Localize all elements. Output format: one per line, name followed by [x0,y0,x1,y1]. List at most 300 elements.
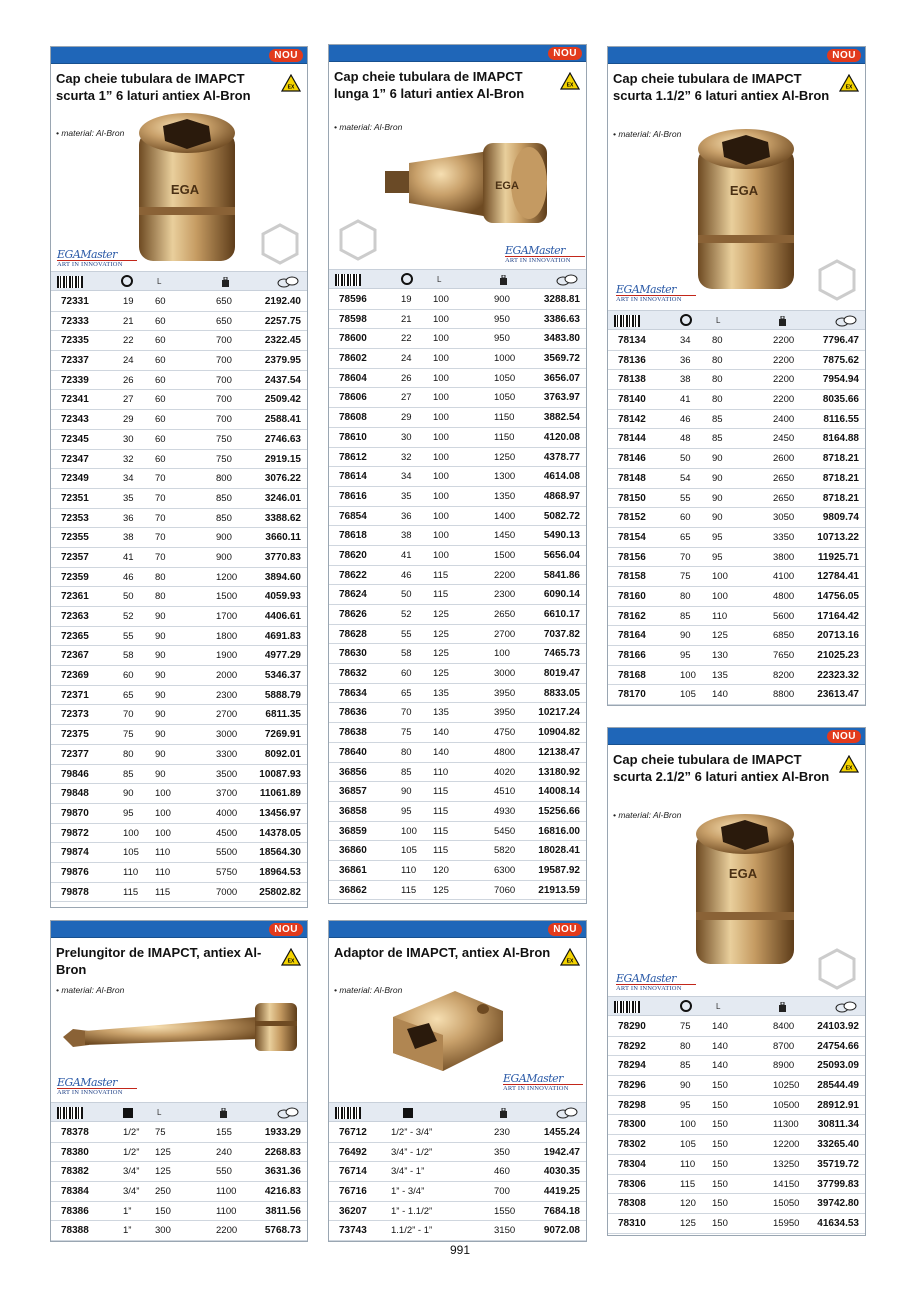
weight-icon [219,1108,228,1118]
page-number: 991 [449,1243,471,1257]
article-code-cell: 72345 [61,433,89,445]
length-cell: 60 [155,296,166,307]
table-row [329,1202,586,1222]
weight-cell: 1450 [494,530,516,542]
length-label: L [157,277,162,286]
table-row [329,487,586,507]
weight-cell: 1150 [494,412,515,424]
article-code-cell: 72373 [61,709,89,721]
table-header [51,1102,307,1122]
size-cell: 65 [401,687,412,699]
weight-cell: 1500 [216,591,238,603]
article-code-cell: 78306 [618,1178,646,1190]
article-code-cell: 78298 [618,1099,646,1111]
table-row [329,1162,586,1182]
egamaster-logo [616,282,696,302]
size-cell: 36 [680,354,691,366]
article-code-cell: 78142 [618,413,646,425]
length-cell: 90 [155,709,166,721]
size-cell: 54 [680,472,691,484]
price-cell: 3656.07 [543,372,580,384]
weight-cell: 1800 [216,630,238,642]
drive-size-cell: 3/4” - 1/2” [391,1146,433,1158]
size-cell: 80 [680,590,691,602]
article-code-cell: 72331 [61,296,89,307]
price-cell: 4614.08 [543,471,580,483]
table-row [51,666,307,686]
hexagon-profile-icon [816,948,858,990]
product-rows [608,331,865,705]
size-cell: 21 [401,313,412,325]
size-cell: 24 [123,355,134,367]
price-cell: 3631.36 [264,1166,301,1178]
new-badge: NOU [269,49,303,62]
article-code-cell: 36860 [339,845,367,857]
size-cell: 41 [680,394,691,406]
length-label: L [157,1108,162,1117]
weight-cell: 4000 [216,807,238,819]
table-row [608,685,865,705]
table-row [329,723,586,743]
length-cell: 125 [712,630,728,642]
table-row [51,1221,307,1241]
article-code-cell: 36861 [339,864,367,876]
article-code-cell: 78160 [618,590,646,602]
length-label: L [716,1002,721,1011]
table-row [608,1115,865,1135]
size-cell: 24 [401,353,412,365]
weight-cell: 4500 [216,827,238,839]
size-cell: 52 [401,609,412,620]
size-cell: 80 [123,748,134,760]
article-code-cell: 72365 [61,630,89,642]
table-row [329,448,586,468]
weight-cell: 2200 [773,354,795,366]
length-cell: 150 [712,1080,728,1092]
article-code-cell: 78608 [339,412,367,424]
size-cell: 58 [123,650,134,662]
size-cell: 19 [401,294,412,305]
size-cell: 30 [123,433,134,445]
size-cell: 48 [680,433,691,445]
article-code-cell: 78138 [618,374,646,386]
size-cell: 105 [123,847,139,859]
product-card-1 [50,46,308,908]
length-cell: 125 [155,1166,171,1178]
table-row [329,625,586,645]
barcode-icon [335,274,361,286]
length-cell: 150 [712,1178,728,1190]
weight-cell: 900 [216,532,232,544]
socket-size-icon [680,314,692,326]
article-code-cell: 79872 [61,827,89,839]
article-code-cell: 78290 [618,1021,646,1032]
size-cell: 35 [123,492,134,504]
size-cell: 70 [401,707,412,719]
logo-tagline: ART IN INNOVATION [616,295,696,303]
material-note: • material: Al-Bron [56,985,125,995]
size-cell: 46 [680,413,691,425]
weight-cell: 6850 [773,630,795,642]
length-cell: 150 [712,1217,728,1229]
length-cell: 60 [155,315,166,327]
weight-cell: 11300 [773,1119,799,1131]
article-code-cell: 78158 [618,571,646,583]
logo-brand: EGA [505,244,529,257]
length-cell: 85 [712,433,723,445]
article-code-cell: 78622 [339,569,367,581]
product-title: Cap cheie tubulara de IMAPCT scurta 1.1/2” 6 laturi antiex Al-Bron [613,71,830,103]
weight-cell: 3950 [494,707,516,719]
weight-cell: 800 [216,473,232,485]
price-cell: 1942.47 [543,1146,580,1158]
weight-cell: 4020 [494,766,516,778]
card-header-bar [329,45,586,62]
size-cell: 75 [680,1021,691,1032]
table-row [329,290,586,310]
weight-cell: 650 [216,315,232,327]
table-row [51,1202,307,1222]
weight-cell: 100 [494,648,510,660]
price-cell: 1455.24 [543,1127,580,1138]
length-cell: 100 [433,451,449,463]
weight-cell: 8800 [773,689,795,701]
table-row [329,703,586,723]
length-cell: 135 [712,669,728,681]
length-cell: 90 [155,729,166,741]
article-code-cell: 78308 [618,1198,646,1210]
article-code-cell: 76714 [339,1166,367,1178]
length-cell: 115 [155,886,171,898]
weight-cell: 3800 [773,551,795,563]
article-code-cell: 36858 [339,805,367,817]
weight-cell: 900 [216,551,232,563]
weight-cell: 4930 [494,805,516,817]
article-code-cell: 76712 [339,1127,367,1138]
product-title: Prelungitor de IMAPCT, antiex Al-Bron [56,945,262,977]
size-cell: 50 [401,589,412,601]
weight-cell: 1250 [494,451,516,463]
length-cell: 140 [712,1060,728,1072]
weight-cell: 2300 [494,589,516,601]
price-cell: 2919.15 [264,453,301,465]
size-cell: 70 [680,551,691,563]
size-cell: 35 [401,490,412,502]
article-code-cell: 72333 [61,315,89,327]
price-cell: 4120.08 [543,431,580,443]
article-code-cell: 72375 [61,729,89,741]
weight-cell: 1150 [494,431,515,443]
weight-cell: 12200 [773,1139,800,1151]
price-cell: 4691.83 [264,630,301,642]
table-row [51,1182,307,1202]
length-cell: 60 [155,394,166,406]
card-header-bar [608,728,865,745]
table-row [608,1017,865,1037]
table-row [51,1162,307,1182]
price-cell: 35719.72 [817,1158,859,1170]
table-row [51,331,307,351]
weight-cell: 2400 [773,413,795,425]
weight-cell: 2650 [773,492,795,504]
table-row [329,1182,586,1202]
price-cell: 2437.54 [264,374,301,386]
weight-cell: 1300 [494,471,516,483]
weight-cell: 2700 [494,628,516,640]
length-cell: 150 [712,1198,728,1210]
size-cell: 29 [401,412,412,424]
weight-cell: 2650 [773,472,795,484]
length-cell: 70 [155,492,166,504]
table-row [329,1143,586,1163]
weight-cell: 950 [494,333,510,345]
size-cell: 75 [123,729,134,741]
length-cell: 110 [712,610,728,622]
length-cell: 100 [433,510,449,522]
length-cell: 115 [433,825,449,837]
table-row [51,725,307,745]
length-cell: 300 [155,1225,171,1237]
table-row [51,410,307,430]
table-header [51,271,307,291]
price-cell: 2322.45 [264,335,301,347]
table-row [51,509,307,529]
size-cell: 36 [123,512,134,524]
weight-cell: 3150 [494,1225,516,1237]
logo-brand: EGA [57,248,81,261]
ex-warning-icon [839,74,859,92]
length-cell: 100 [433,471,449,483]
price-cell: 4406.61 [264,611,301,622]
product-card-2 [328,44,587,904]
weight-cell: 5500 [216,847,238,859]
size-cell: 65 [123,689,134,701]
price-cell: 8019.47 [543,668,580,680]
article-code-cell: 72357 [61,551,89,563]
price-cell: 8116.55 [823,413,859,425]
price-cell: 2509.42 [264,394,301,406]
table-row [51,745,307,765]
weight-cell: 4800 [773,590,795,602]
hexagon-profile-icon [816,259,858,301]
article-code-cell: 78384 [61,1186,89,1198]
price-cell: 15256.66 [538,805,580,817]
size-cell: 100 [680,1119,696,1131]
svg-text:EGA: EGA [170,182,200,197]
article-code-cell: 78380 [61,1146,89,1158]
size-cell: 19 [123,296,134,307]
weight-cell: 5600 [773,610,795,622]
article-code-cell: 72351 [61,492,89,504]
price-cell: 2268.83 [264,1146,301,1158]
weight-cell: 10250 [773,1080,800,1092]
article-code-cell: 78304 [618,1158,646,1170]
weight-cell: 750 [216,453,232,465]
size-cell: 70 [123,709,134,721]
socket-size-icon [121,275,133,287]
egamaster-logo [57,1075,137,1095]
table-row [608,469,865,489]
price-cell: 28544.49 [817,1080,859,1092]
length-cell: 140 [712,689,728,701]
weight-cell: 7650 [773,650,795,661]
logo-script: Master [639,283,676,296]
price-coins-icon [835,315,857,327]
table-row [51,1123,307,1143]
length-cell: 80 [155,571,166,583]
table-row [329,881,586,901]
length-cell: 125 [433,884,449,896]
article-code-cell: 78388 [61,1225,89,1237]
table-row [51,587,307,607]
size-cell: 115 [401,884,417,896]
size-cell: 105 [680,1139,696,1151]
size-cell: 100 [680,669,696,681]
price-cell: 10087.93 [259,768,301,780]
article-code-cell: 78162 [618,610,646,622]
drive-size-cell: 3/4” - 1” [391,1166,425,1178]
weight-cell: 2700 [216,709,238,721]
length-cell: 95 [712,531,723,543]
article-code-cell: 78156 [618,551,646,563]
weight-cell: 240 [216,1146,232,1158]
price-cell: 12138.47 [538,746,580,758]
article-code-cell: 78626 [339,609,367,620]
size-cell: 32 [401,451,412,463]
table-row [51,292,307,312]
article-code-cell: 78614 [339,471,367,483]
length-cell: 60 [155,433,166,445]
size-cell: 34 [680,335,691,346]
weight-cell: 700 [216,394,232,406]
length-cell: 70 [155,473,166,485]
article-code-cell: 78292 [618,1040,646,1052]
length-cell: 150 [155,1205,171,1217]
size-cell: 100 [401,825,417,837]
ex-warning-icon [560,948,580,966]
price-cell: 25093.09 [817,1060,859,1072]
article-code-cell: 78150 [618,492,646,504]
size-cell: 1” [123,1225,132,1237]
size-cell: 1/2” [123,1127,140,1138]
table-row [329,841,586,861]
barcode-icon [57,276,83,288]
length-cell: 100 [433,294,449,305]
length-cell: 100 [433,412,449,424]
logo-tagline: ART IN INNOVATION [505,256,585,264]
article-code-cell: 72369 [61,670,89,682]
price-cell: 4216.83 [264,1186,301,1198]
article-code-cell: 78154 [618,531,646,543]
logo-tagline: ART IN INNOVATION [57,1088,137,1096]
price-cell: 10904.82 [538,727,580,739]
table-row [51,765,307,785]
size-cell: 32 [123,453,134,465]
size-cell: 52 [123,611,134,622]
article-code-cell: 78378 [61,1127,89,1138]
egamaster-logo [57,247,137,267]
price-cell: 6610.17 [543,609,580,620]
price-cell: 13456.97 [259,807,301,819]
weight-cell: 1050 [494,372,516,384]
price-cell: 18028.41 [538,845,580,857]
weight-cell: 155 [216,1127,232,1138]
weight-icon [778,316,787,326]
table-row [329,822,586,842]
price-cell: 14378.05 [259,827,301,839]
length-cell: 60 [155,335,166,347]
logo-tagline: ART IN INNOVATION [503,1084,583,1092]
article-code-cell: 79878 [61,886,89,898]
weight-cell: 13250 [773,1158,800,1170]
material-note: • material: Al-Bron [334,985,403,995]
article-code-cell: 78152 [618,512,646,524]
weight-cell: 2600 [773,453,795,465]
product-rows [51,292,307,902]
length-cell: 60 [155,414,166,426]
svg-text:EGA: EGA [729,183,759,198]
price-cell: 7684.18 [543,1205,580,1217]
size-cell: 50 [680,453,691,465]
article-code-cell: 79846 [61,768,89,780]
article-code-cell: 78632 [339,668,367,680]
table-row [329,310,586,330]
article-code-cell: 72349 [61,473,89,485]
article-code-cell: 72361 [61,591,89,603]
weight-cell: 7000 [216,886,238,898]
svg-text:EX: EX [287,84,295,91]
size-cell: 1/2” [123,1146,140,1158]
length-cell: 100 [433,372,449,384]
length-cell: 100 [155,788,171,800]
length-cell: 140 [712,1021,728,1032]
price-cell: 16816.00 [538,825,580,837]
table-row [608,331,865,351]
price-cell: 30811.34 [817,1119,859,1131]
table-row [329,1123,586,1143]
article-code-cell: 78610 [339,431,367,443]
svg-text:EX: EX [566,958,574,965]
price-cell: 6090.14 [543,589,580,601]
price-cell: 8718.21 [822,472,859,484]
size-cell: 75 [401,727,412,739]
article-code-cell: 78600 [339,333,367,345]
weight-cell: 750 [216,433,232,445]
size-cell: 3/4” [123,1186,140,1198]
table-row [608,410,865,430]
length-cell: 90 [712,512,723,524]
article-code-cell: 73743 [339,1225,367,1237]
barcode-icon [614,315,640,327]
product-card-4 [607,727,866,1236]
table-row [51,627,307,647]
article-code-cell: 78616 [339,490,367,502]
price-cell: 3288.81 [543,294,580,305]
logo-brand: EGA [616,972,640,985]
price-cell: 3763.97 [543,392,580,404]
article-code-cell: 78612 [339,451,367,463]
article-code-cell: 36207 [339,1205,367,1217]
table-row [51,843,307,863]
size-cell: 110 [401,864,417,876]
length-cell: 140 [433,727,449,739]
weight-cell: 5450 [494,825,516,837]
table-row [329,349,586,369]
article-code-cell: 72355 [61,532,89,544]
table-row [51,686,307,706]
article-code-cell: 72335 [61,335,89,347]
length-cell: 90 [712,492,723,504]
